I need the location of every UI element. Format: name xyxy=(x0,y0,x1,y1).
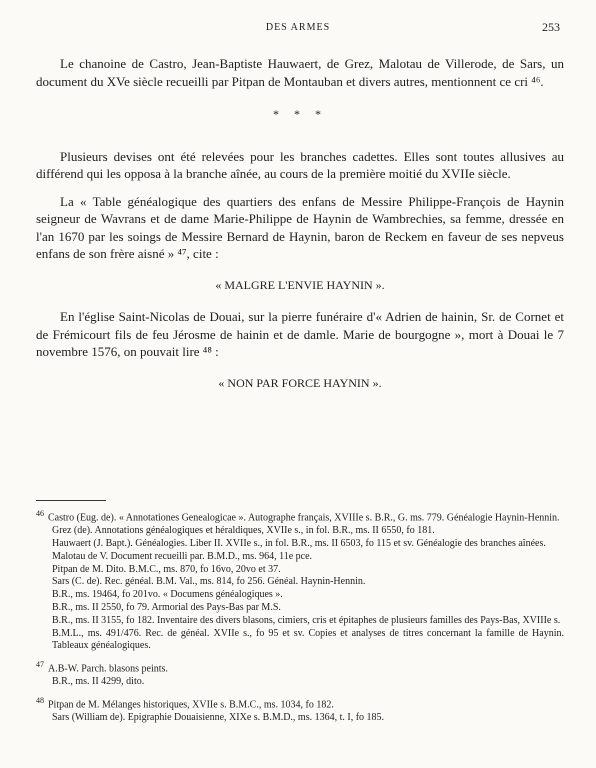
footnote-line: Sars (William de). Epigraphie Douaisienne, XIXe s. B.M.D., ms. 1364, t. I, fo 185. xyxy=(52,712,385,724)
footnote-number: 48 xyxy=(36,696,44,706)
footnote-line: B.R., ms. 19464, fo 201vo. « Documens généalogiques ». xyxy=(52,589,283,601)
footnote-line: B.R., ms. II 2550, fo 79. Armorial des Pays-Bas par M.S. xyxy=(52,601,281,613)
footnote-line: Sars (C. de). Rec. généal. B.M. Val., ms. 814, fo 256. Généal. Haynin-Hennin. xyxy=(52,576,366,588)
footnote-line: Grez (de). Annotations généalogiques et héraldiques, XVIIe s., in fol. B.R., ms. II 6550, fo 181. xyxy=(52,525,435,537)
section-separator: * * * xyxy=(273,107,327,121)
paragraph-castro: Le chanoine de Castro, Jean-Baptiste Hauwaert, de Grez, Malotau de Villerode, de Sars, un document du XVe siècle recueilli par Pitpan de Montauban et divers autres, mentionnent ce cri ⁴⁶. xyxy=(36,56,564,89)
footnote-number: 47 xyxy=(36,660,44,670)
paragraph-table-genealogique: La « Table généalogique des quartiers des enfans de Messire Philippe-François de Haynin seigneur de Wavrans et de dame Marie-Philippe de Haynin de Wambrechies, sa femme, dressée en l'an 1670 par les soings de Messire Bernard de Haynin, baron de Reckem en faveur de ses nepveus enfans de son frère aisné » ⁴⁷, cite : xyxy=(36,193,564,261)
running-header: DES ARMES xyxy=(265,22,331,33)
footnote-line: Pitpan de M. Dito. B.M.C., ms. 870, fo 16vo, 20vo et 37. xyxy=(52,563,281,575)
paragraph-devises: Plusieurs devises ont été relevées pour les branches cadettes. Elles sont toutes allusives au différend qui les opposa à la branche aînée, au cours de la première moitié du XVIIe siècle. xyxy=(36,148,564,181)
paragraph-saint-nicolas: En l'église Saint-Nicolas de Douai, sur la pierre funéraire d'« Adrien de hainin, Sr. de Cornet et de Frémicourt fils de feu Jérosme de hainin et de damle. Marie de bourgogne », mort à Douai le 7 novembre 1576, on pouvait lire ⁴⁸ : xyxy=(36,309,564,359)
motto-non-par-force: « NON PAR FORCE HAYNIN ». xyxy=(218,375,382,390)
footnote-48 xyxy=(36,695,564,725)
footnote-line: Castro (Eug. de). « Annotationes Genealogicae ». Autographe français, XVIIIe s. B.R., G. ms. 779. Généalogie Haynin-Hennin. xyxy=(48,512,560,524)
footnote-line: Malotau de V. Document recueilli par. B.M.D., ms. 964, 11e pce. xyxy=(52,550,313,562)
footnote-line: B.R., ms. II 3155, fo 182. Inventaire des divers blasons, cimiers, cris et épitaphes de plusieurs familles des Pays-Bas, XVIIIe s. xyxy=(52,614,561,626)
page-number: 253 xyxy=(542,20,560,34)
footnote-line: B.M.L., ms. 491/476. Rec. de généal. XVIIe s., fo 95 et sv. Copies et analyses de titres concernant la famille de Haynin. Tableaux généalogiques. xyxy=(52,627,564,652)
footnote-rule xyxy=(36,500,106,501)
main-text xyxy=(36,55,564,406)
footnote-line: Pitpan de M. Mélanges historiques, XVIIe s. B.M.C., ms. 1034, fo 182. xyxy=(48,699,334,711)
footnote-46 xyxy=(36,508,564,653)
footnote-line: B.R., ms. II 4299, dito. xyxy=(52,676,145,688)
footnote-number: 46 xyxy=(36,509,44,518)
footnote-line: Hauwaert (J. Bapt.). Généalogies. Liber II. XVIIe s., in fol. B.R., ms. II 6503, fo 115 et sv. Généalogie des branches aînées. xyxy=(52,537,546,549)
footnote-line: A.B-W. Parch. blasons peints. xyxy=(48,663,168,675)
footnote-47 xyxy=(36,659,564,689)
footnotes xyxy=(36,508,564,731)
motto-malgre: « MALGRE L'ENVIE HAYNIN ». xyxy=(215,277,385,292)
